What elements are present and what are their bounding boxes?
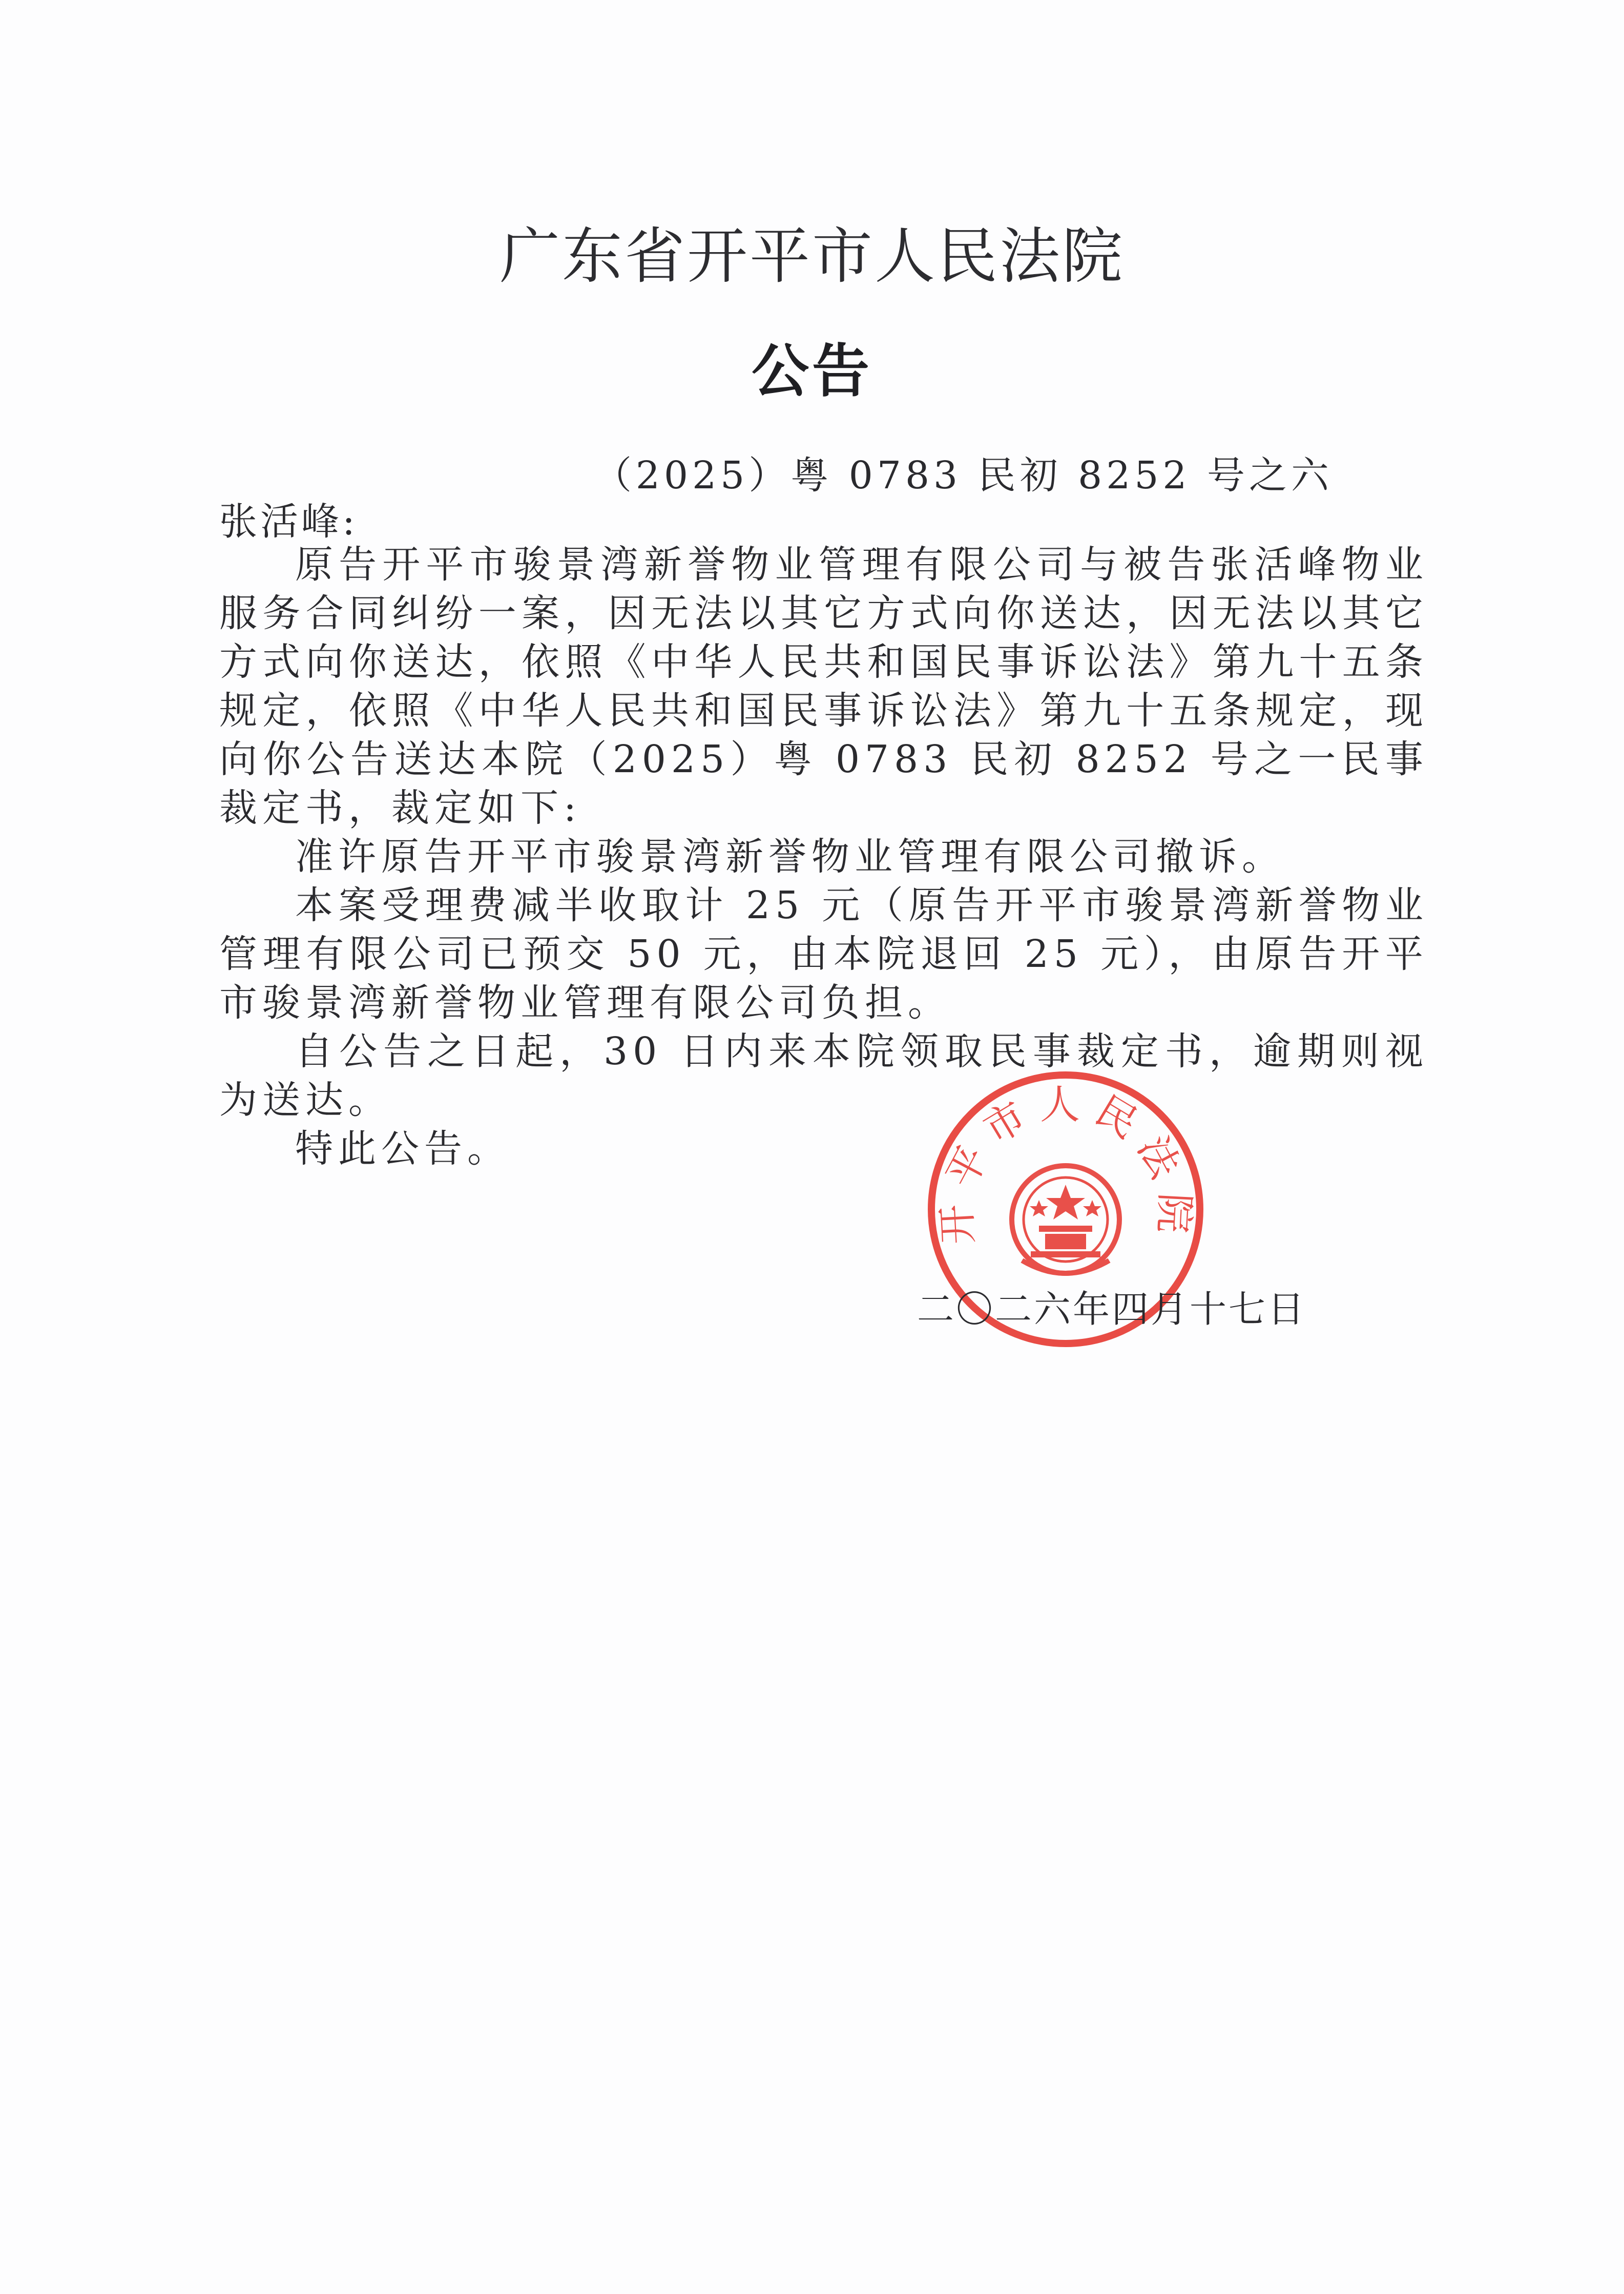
court-name: 广东省开平市人民法院 xyxy=(499,221,1125,292)
national-emblem-icon xyxy=(1012,1166,1119,1273)
paragraph-collection: 自公告之日起，30 日内来本院领取民事裁定书，逾期则视为送达。 xyxy=(219,1029,1428,1122)
paragraph-ruling: 准许原告开平市骏景湾新誉物业管理有限公司撤诉。 xyxy=(295,835,1285,879)
case-number: （2025）粤 0783 民初 8252 号之六 xyxy=(593,453,1333,498)
document-title: 公告 xyxy=(752,338,872,405)
document-date: 二〇二六年四月十七日 xyxy=(917,1288,1306,1331)
paragraph-closing: 特此公告。 xyxy=(295,1127,510,1171)
seal-text: 开平市人民法院 xyxy=(933,1082,1198,1246)
document-body xyxy=(219,541,1428,1173)
addressee: 张活峰: xyxy=(219,500,358,544)
paragraph-notice: 原告开平市骏景湾新誉物业管理有限公司与被告张活峰物业服务合同纠纷一案，因无法以其它方式向你送达，因无法以其它方式向你送达，依照《中华人民共和国民事诉讼法》第九十五条规定，依照《中华人民共和国民事诉讼法》第九十五条规定，现向你公告送达本院（2025）粤 0783 民初 8252 号之一民事裁定书，裁定如下: xyxy=(219,543,1428,830)
paragraph-fee: 本案受理费减半收取计 25 元（原告开平市骏景湾新誉物业管理有限公司已预交 50 元，由本院退回 25 元），由原告开平市骏景湾新誉物业管理有限公司负担。 xyxy=(219,883,1428,1025)
